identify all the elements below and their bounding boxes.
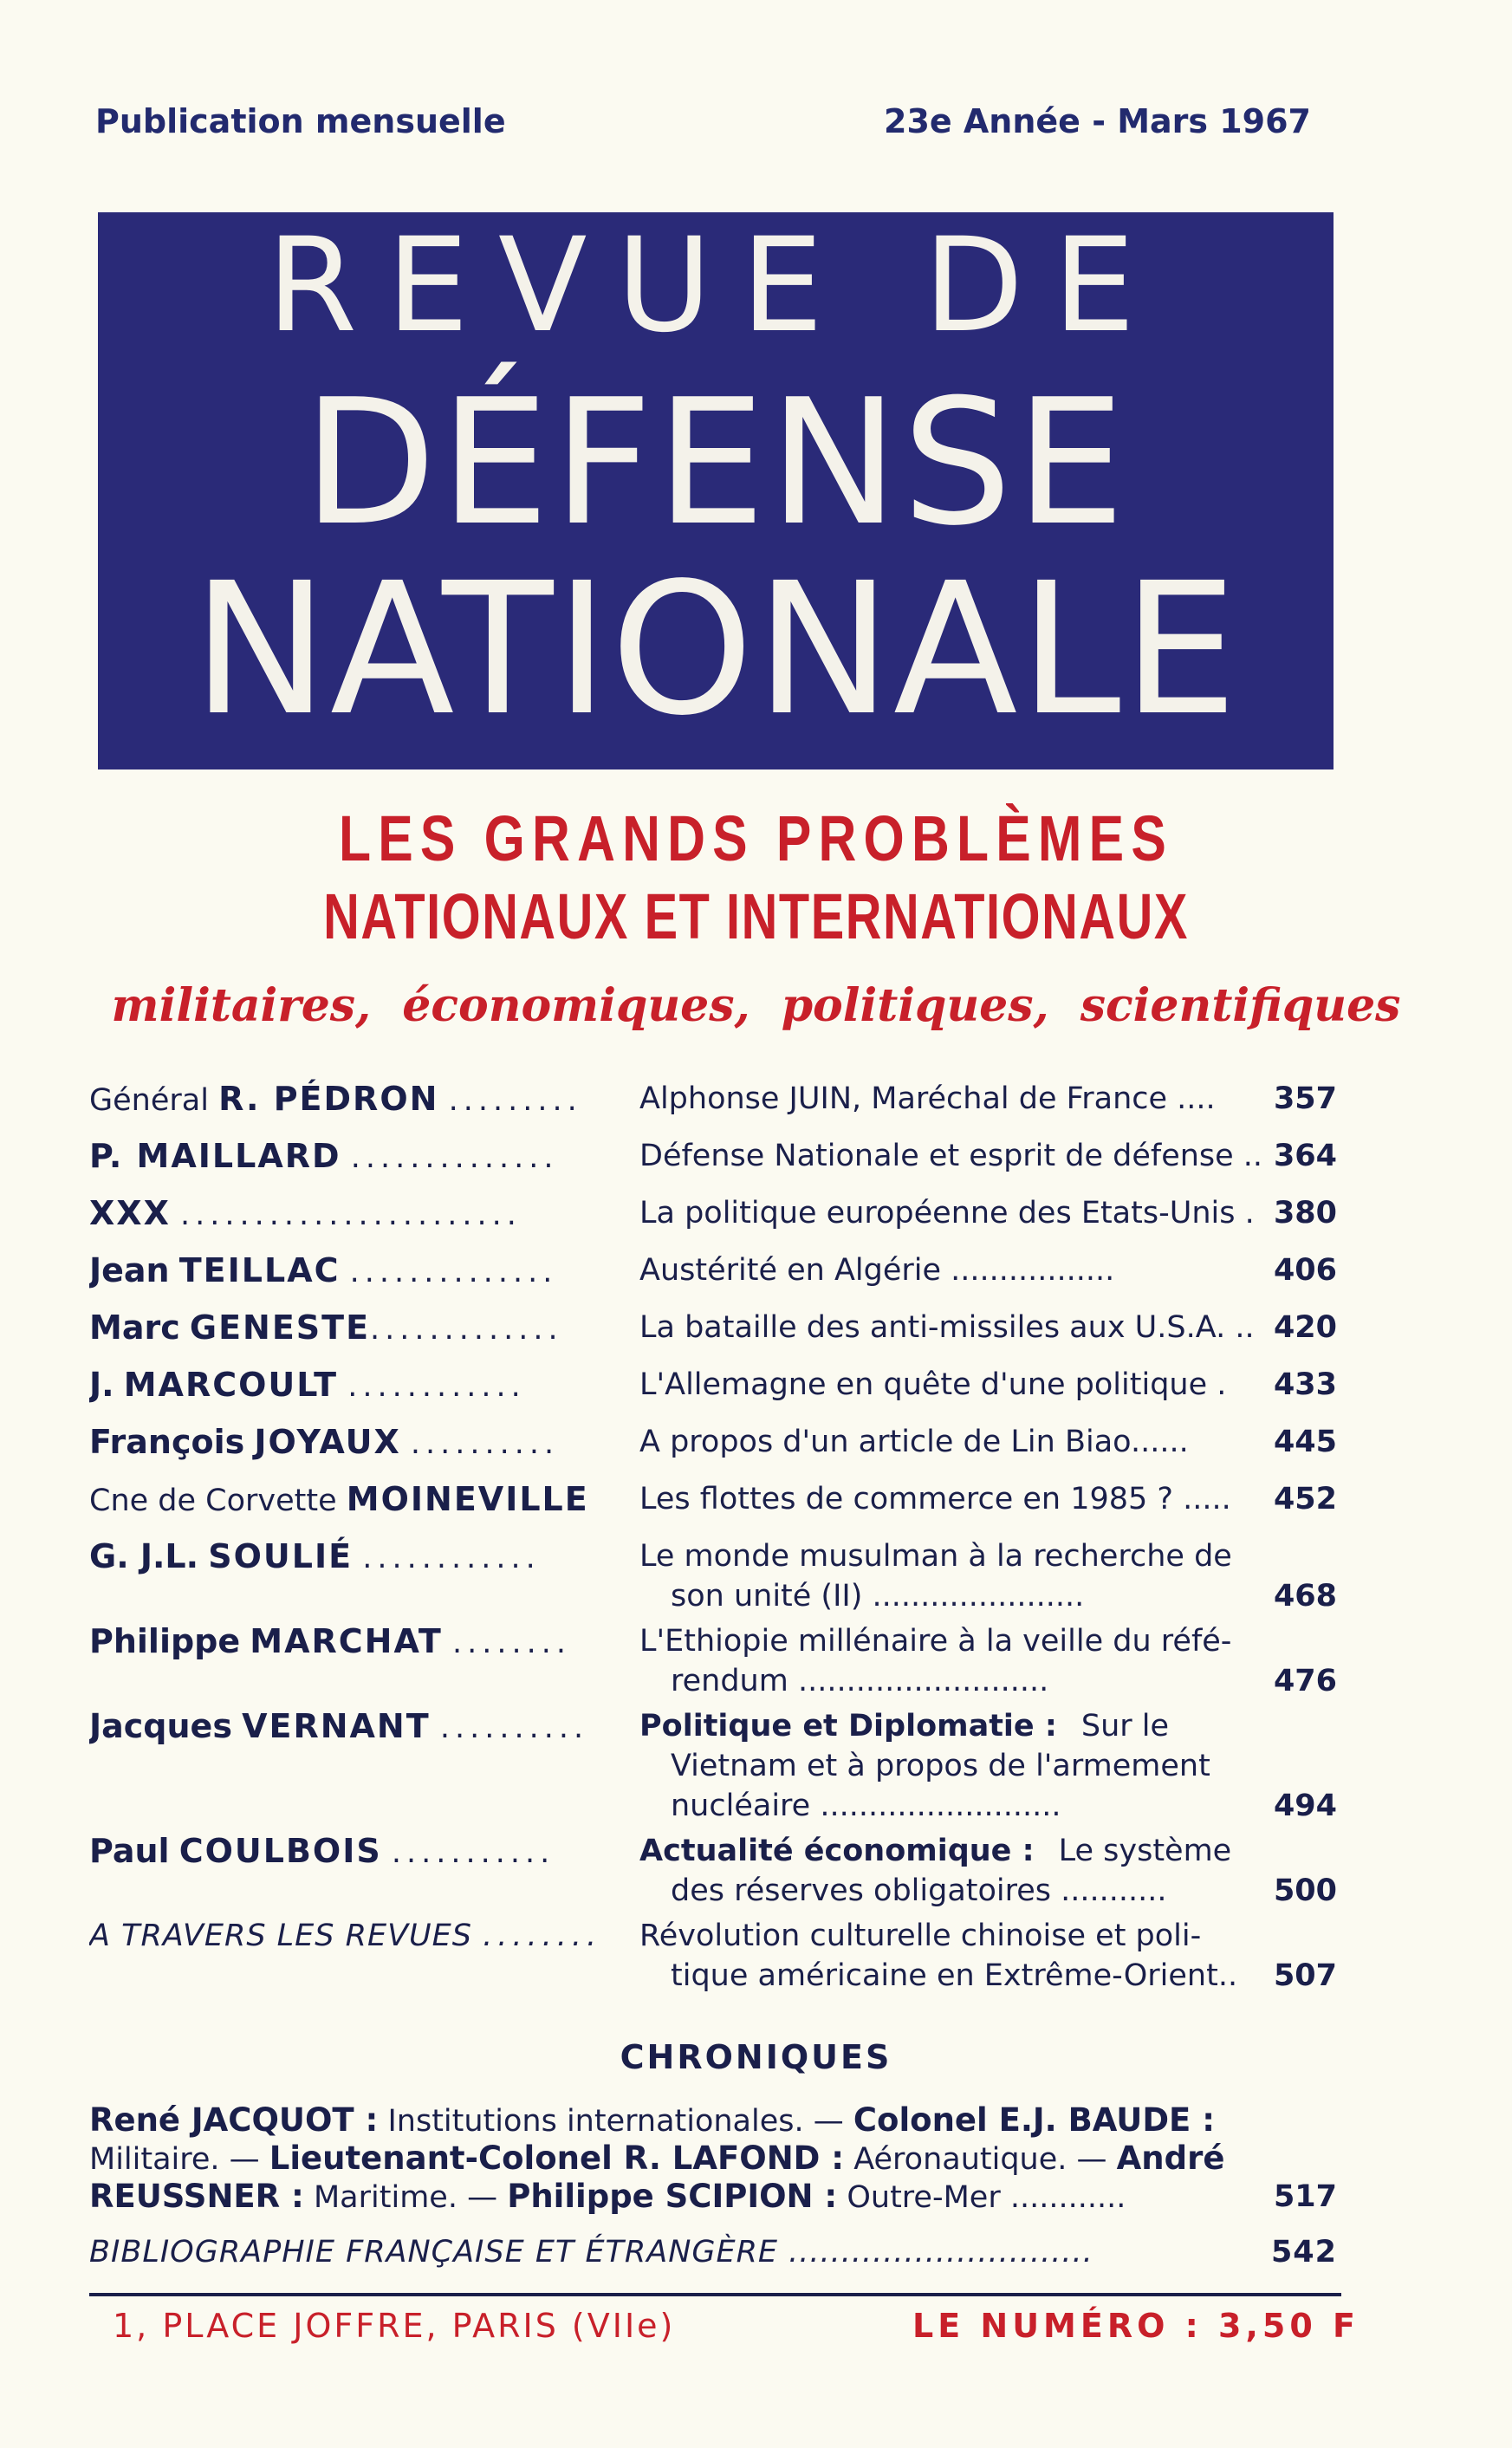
leader-dots: ............. — [370, 1312, 563, 1347]
bibliography-label: BIBLIOGRAPHIE FRANÇAISE ET ÉTRANGÈRE ............................. — [89, 2235, 1093, 2269]
leader-dots: ............ — [362, 1541, 541, 1575]
chronicle-text: Aéronautique. — — [844, 2142, 1117, 2177]
toc-page: 357 — [1273, 1081, 1337, 1116]
toc-title — [639, 1422, 1343, 1462]
author-prefix: François — [89, 1423, 245, 1461]
title-line: L'Allemagne en quête d'une politique . — [639, 1367, 1227, 1402]
chronicle-text: Maritime. — — [303, 2180, 508, 2215]
toc-page: 500 — [1273, 1873, 1337, 1908]
toc-title — [639, 1365, 1343, 1405]
author-name: R. PÉDRON — [218, 1080, 439, 1118]
toc-title — [639, 1536, 1343, 1616]
toc-page: 406 — [1273, 1253, 1337, 1288]
toc-page: 542 — [1270, 2235, 1337, 2269]
author-name: P. MAILLARD — [89, 1137, 341, 1175]
title-line: Les flottes de commerce en 1985 ? ..... — [639, 1482, 1231, 1516]
title-line: Vietnam et à propos de l'armement — [671, 1749, 1210, 1783]
toc-page: 476 — [1273, 1664, 1337, 1698]
title-line: Le monde musulman à la recherche de — [639, 1539, 1232, 1574]
toc-title — [639, 1706, 1343, 1826]
toc-page: 517 — [1273, 2179, 1337, 2214]
author-prefix: Cne de Corvette — [89, 1484, 337, 1518]
author-prefix: Paul — [89, 1832, 170, 1870]
toc-title — [639, 1250, 1343, 1290]
leader-dots: ........... — [391, 1835, 555, 1870]
title-line: A propos d'un article de Lin Biao...... — [639, 1425, 1189, 1459]
author-name: VERNANT — [242, 1707, 431, 1745]
title-line: La bataille des anti-missiles aux U.S.A. .. — [639, 1310, 1255, 1345]
toc-title — [639, 1479, 1343, 1519]
author-name: JOYAUX — [254, 1423, 401, 1461]
title-line: Le système — [1058, 1834, 1232, 1868]
publication-frequency: Publication mensuelle — [95, 102, 506, 140]
chroniques-line — [89, 2139, 1337, 2179]
chronicle-text: Militaire. — — [89, 2142, 269, 2177]
title-line: tique américaine en Extrême-Orient.. — [671, 1958, 1238, 1993]
author-prefix: Général — [89, 1083, 209, 1118]
toc-title — [639, 1308, 1343, 1347]
masthead-line-2: DÉFENSE — [302, 362, 1129, 564]
toc-author — [89, 1365, 606, 1406]
toc-author — [89, 1706, 606, 1748]
chronicle-author: Philippe SCIPION : — [507, 2178, 838, 2215]
toc-page: 420 — [1273, 1310, 1337, 1345]
toc-page: 494 — [1273, 1789, 1337, 1823]
leader-dots: .......... — [439, 1711, 589, 1745]
subtitle-topics: militaires, économiques, politiques, scientifiques — [111, 979, 1401, 1032]
toc-title — [639, 1079, 1343, 1119]
subtitle-line-1: LES GRANDS PROBLÈMES — [338, 802, 1174, 874]
author-name: TEILLAC — [178, 1251, 341, 1289]
leader-dots: ......... — [448, 1083, 582, 1118]
address: 1, PLACE JOFFRE, PARIS (VIIe) — [113, 2307, 676, 2345]
author-name: GENESTE — [189, 1308, 371, 1347]
title-line: Alphonse JUIN, Maréchal de France .... — [639, 1081, 1216, 1116]
author-name: MARCOULT — [123, 1366, 339, 1404]
toc-title — [639, 1831, 1343, 1911]
toc-title — [639, 1193, 1343, 1233]
toc-author — [89, 1193, 606, 1235]
title-line: son unité (II) ...................... — [671, 1579, 1085, 1614]
toc-page: 507 — [1273, 1958, 1337, 1993]
chroniques-line — [89, 2101, 1337, 2141]
author-name: SOULIÉ — [208, 1537, 354, 1575]
toc-author — [89, 1136, 606, 1178]
chroniques-heading: CHRONIQUES — [620, 2038, 892, 2076]
bibliography-line[interactable] — [89, 2232, 1337, 2272]
author-prefix: J. — [89, 1366, 114, 1404]
author-name: XXX — [89, 1194, 171, 1232]
toc-page: 433 — [1273, 1367, 1337, 1402]
toc-author — [89, 1422, 606, 1464]
toc-author — [89, 1916, 606, 1956]
title-line: nucléaire ......................... — [671, 1789, 1061, 1823]
title-line: des réserves obligatoires ........... — [671, 1873, 1167, 1908]
chroniques-line — [89, 2177, 1337, 2217]
chronicle-author: Colonel E.J. BAUDE : — [853, 2101, 1216, 2139]
toc-title — [639, 1916, 1343, 1996]
title-line: rendum .......................... — [671, 1664, 1049, 1698]
leader-dots: .............. — [350, 1140, 559, 1175]
author-name: A TRAVERS LES REVUES — [89, 1919, 472, 1953]
masthead-banner — [98, 212, 1334, 769]
title-line: L'Ethiopie millénaire à la veille du réfé- — [639, 1624, 1232, 1659]
toc-page: 364 — [1273, 1139, 1337, 1173]
footer-rule — [89, 2293, 1341, 2296]
author-prefix: Marc — [89, 1308, 180, 1347]
chronicle-text: Outre-Mer ............ — [837, 2180, 1126, 2215]
toc-page: 468 — [1273, 1579, 1337, 1614]
toc-author — [89, 1479, 606, 1521]
leader-dots: ....................... — [180, 1198, 522, 1232]
masthead-line-1: REVUE DE — [266, 211, 1165, 361]
author-prefix: Jean — [89, 1251, 170, 1289]
author-name: MOINEVILLE — [346, 1480, 589, 1518]
toc-author — [89, 1308, 606, 1349]
toc-page: 380 — [1273, 1196, 1337, 1230]
title-line: Défense Nationale et esprit de défense .. — [639, 1139, 1263, 1173]
toc-title — [639, 1621, 1343, 1701]
chronicle-author: Lieutenant-Colonel R. LAFOND : — [269, 2140, 845, 2177]
leader-dots: .......... — [410, 1426, 560, 1461]
issue-date: 23e Année - Mars 1967 — [884, 102, 1311, 140]
title-line: Sur le — [1080, 1709, 1170, 1743]
masthead-line-3: NATIONALE — [191, 543, 1240, 756]
toc-author — [89, 1831, 606, 1873]
toc-author — [89, 1621, 606, 1663]
title-line: Révolution culturelle chinoise et poli- — [639, 1919, 1202, 1953]
leader-dots: .............. — [349, 1255, 558, 1289]
title-bold: Politique et Diplomatie : — [639, 1709, 1057, 1743]
toc-author — [89, 1250, 606, 1292]
toc-author — [89, 1079, 606, 1120]
author-prefix: G. J.L. — [89, 1537, 199, 1575]
leader-dots: ............ — [347, 1369, 526, 1404]
title-bold: Actualité économique : — [639, 1834, 1035, 1868]
chronicle-author: René JACQUOT : — [89, 2101, 379, 2139]
author-name: COULBOIS — [178, 1832, 382, 1870]
title-line: La politique européenne des Etats-Unis . — [639, 1196, 1255, 1230]
subtitle-line-2: NATIONAUX ET INTERNATIONAUX — [323, 880, 1189, 952]
leader-dots: ........ — [483, 1919, 602, 1953]
author-prefix: Philippe — [89, 1622, 241, 1660]
title-line: Austérité en Algérie ................. — [639, 1253, 1115, 1288]
toc-author — [89, 1536, 606, 1578]
toc-title — [639, 1136, 1343, 1176]
toc-page: 452 — [1273, 1482, 1337, 1516]
author-name: MARCHAT — [250, 1622, 443, 1660]
chronicle-author: André — [1116, 2140, 1225, 2177]
price: LE NUMÉRO : 3,50 F — [912, 2307, 1360, 2345]
toc-page: 445 — [1273, 1425, 1337, 1459]
chronicle-author: REUSSNER : — [89, 2178, 304, 2215]
chronicle-text: Institutions internationales. — — [378, 2104, 853, 2139]
leader-dots: ........ — [452, 1626, 572, 1660]
author-prefix: Jacques — [89, 1707, 232, 1745]
